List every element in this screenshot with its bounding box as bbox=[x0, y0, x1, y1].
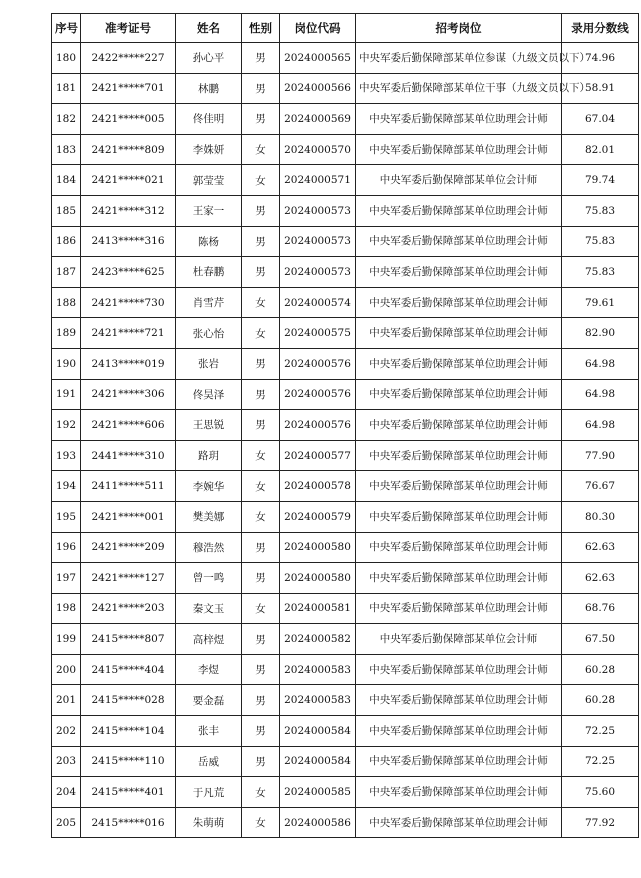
cell-gender: 女 bbox=[242, 593, 280, 624]
cell-name: 岳威 bbox=[176, 746, 242, 777]
cell-exam-id: 2421*****730 bbox=[81, 287, 176, 318]
cell-name: 曾一鸣 bbox=[176, 563, 242, 594]
cell-exam-id: 2441*****310 bbox=[81, 440, 176, 471]
table-row bbox=[52, 73, 639, 104]
cell-exam-id: 2421*****606 bbox=[81, 410, 176, 441]
cell-position: 中央军委后勤保障部某单位助理会计师 bbox=[356, 746, 562, 777]
table-row bbox=[52, 134, 639, 165]
cell-gender: 男 bbox=[242, 43, 280, 74]
cell-name: 陈杨 bbox=[176, 226, 242, 257]
cell-name: 李姝妍 bbox=[176, 134, 242, 165]
cell-score-line: 75.83 bbox=[562, 226, 639, 257]
cell-position: 中央军委后勤保障部某单位助理会计师 bbox=[356, 134, 562, 165]
cell-name: 穆浩然 bbox=[176, 532, 242, 563]
cell-seq: 183 bbox=[52, 134, 81, 165]
cell-position: 中央军委后勤保障部某单位助理会计师 bbox=[356, 318, 562, 349]
cell-position-code: 2024000582 bbox=[280, 624, 356, 655]
header-row bbox=[52, 14, 639, 43]
table-body bbox=[52, 43, 639, 838]
cell-score-line: 72.25 bbox=[562, 746, 639, 777]
cell-seq: 194 bbox=[52, 471, 81, 502]
cell-exam-id: 2421*****721 bbox=[81, 318, 176, 349]
cell-exam-id: 2415*****016 bbox=[81, 807, 176, 838]
cell-score-line: 79.74 bbox=[562, 165, 639, 196]
table-row bbox=[52, 532, 639, 563]
cell-position-code: 2024000580 bbox=[280, 563, 356, 594]
cell-position-code: 2024000569 bbox=[280, 104, 356, 135]
table-row bbox=[52, 195, 639, 226]
cell-name: 张心怡 bbox=[176, 318, 242, 349]
table-row bbox=[52, 104, 639, 135]
cell-position: 中央军委后勤保障部某单位助理会计师 bbox=[356, 563, 562, 594]
header-position: 招考岗位 bbox=[356, 14, 562, 43]
cell-name: 孙心平 bbox=[176, 43, 242, 74]
cell-name: 王思锐 bbox=[176, 410, 242, 441]
cell-seq: 188 bbox=[52, 287, 81, 318]
cell-gender: 男 bbox=[242, 73, 280, 104]
cell-gender: 女 bbox=[242, 471, 280, 502]
table-row bbox=[52, 716, 639, 747]
admission-score-table bbox=[51, 13, 639, 838]
table-row bbox=[52, 654, 639, 685]
table-row bbox=[52, 624, 639, 655]
cell-seq: 204 bbox=[52, 777, 81, 808]
cell-exam-id: 2421*****306 bbox=[81, 379, 176, 410]
cell-exam-id: 2421*****203 bbox=[81, 593, 176, 624]
table-header bbox=[52, 14, 639, 43]
table-row bbox=[52, 43, 639, 74]
cell-gender: 男 bbox=[242, 685, 280, 716]
cell-seq: 197 bbox=[52, 563, 81, 594]
header-seq: 序号 bbox=[52, 14, 81, 43]
cell-position: 中央军委后勤保障部某单位助理会计师 bbox=[356, 593, 562, 624]
cell-exam-id: 2421*****001 bbox=[81, 501, 176, 532]
cell-seq: 196 bbox=[52, 532, 81, 563]
cell-name: 高梓煜 bbox=[176, 624, 242, 655]
cell-gender: 女 bbox=[242, 440, 280, 471]
table-row bbox=[52, 165, 639, 196]
cell-position: 中央军委后勤保障部某单位干事（九级文员以下） bbox=[356, 73, 562, 104]
cell-exam-id: 2413*****019 bbox=[81, 348, 176, 379]
cell-score-line: 60.28 bbox=[562, 685, 639, 716]
cell-position: 中央军委后勤保障部某单位助理会计师 bbox=[356, 685, 562, 716]
cell-score-line: 79.61 bbox=[562, 287, 639, 318]
cell-seq: 200 bbox=[52, 654, 81, 685]
cell-position: 中央军委后勤保障部某单位参谋（九级文员以下） bbox=[356, 43, 562, 74]
cell-gender: 男 bbox=[242, 257, 280, 288]
cell-score-line: 62.63 bbox=[562, 532, 639, 563]
cell-exam-id: 2415*****401 bbox=[81, 777, 176, 808]
cell-exam-id: 2413*****316 bbox=[81, 226, 176, 257]
header-gender: 性别 bbox=[242, 14, 280, 43]
cell-gender: 女 bbox=[242, 134, 280, 165]
cell-seq: 198 bbox=[52, 593, 81, 624]
cell-name: 樊美娜 bbox=[176, 501, 242, 532]
cell-score-line: 77.92 bbox=[562, 807, 639, 838]
cell-name: 张岩 bbox=[176, 348, 242, 379]
cell-name: 郭莹莹 bbox=[176, 165, 242, 196]
cell-position-code: 2024000580 bbox=[280, 532, 356, 563]
table-row bbox=[52, 379, 639, 410]
header-exam-id: 准考证号 bbox=[81, 14, 176, 43]
cell-position-code: 2024000578 bbox=[280, 471, 356, 502]
cell-score-line: 62.63 bbox=[562, 563, 639, 594]
cell-name: 于凡荒 bbox=[176, 777, 242, 808]
cell-gender: 男 bbox=[242, 348, 280, 379]
cell-score-line: 67.50 bbox=[562, 624, 639, 655]
cell-score-line: 76.67 bbox=[562, 471, 639, 502]
table-row bbox=[52, 440, 639, 471]
cell-position-code: 2024000566 bbox=[280, 73, 356, 104]
cell-seq: 193 bbox=[52, 440, 81, 471]
cell-exam-id: 2411*****511 bbox=[81, 471, 176, 502]
cell-position: 中央军委后勤保障部某单位助理会计师 bbox=[356, 501, 562, 532]
cell-position-code: 2024000576 bbox=[280, 348, 356, 379]
cell-gender: 男 bbox=[242, 195, 280, 226]
table-row bbox=[52, 318, 639, 349]
cell-gender: 男 bbox=[242, 532, 280, 563]
header-position-code: 岗位代码 bbox=[280, 14, 356, 43]
table-row bbox=[52, 777, 639, 808]
cell-position-code: 2024000586 bbox=[280, 807, 356, 838]
cell-name: 路玥 bbox=[176, 440, 242, 471]
cell-score-line: 64.98 bbox=[562, 348, 639, 379]
table-row bbox=[52, 287, 639, 318]
cell-gender: 女 bbox=[242, 165, 280, 196]
cell-exam-id: 2421*****021 bbox=[81, 165, 176, 196]
cell-score-line: 64.98 bbox=[562, 379, 639, 410]
cell-position: 中央军委后勤保障部某单位会计师 bbox=[356, 165, 562, 196]
table-row bbox=[52, 593, 639, 624]
cell-gender: 男 bbox=[242, 624, 280, 655]
cell-seq: 195 bbox=[52, 501, 81, 532]
cell-position-code: 2024000573 bbox=[280, 226, 356, 257]
cell-gender: 男 bbox=[242, 410, 280, 441]
cell-exam-id: 2421*****809 bbox=[81, 134, 176, 165]
cell-name: 佟佳明 bbox=[176, 104, 242, 135]
cell-position: 中央军委后勤保障部某单位助理会计师 bbox=[356, 716, 562, 747]
cell-seq: 191 bbox=[52, 379, 81, 410]
cell-gender: 女 bbox=[242, 807, 280, 838]
cell-score-line: 75.83 bbox=[562, 257, 639, 288]
cell-position-code: 2024000577 bbox=[280, 440, 356, 471]
header-score-line: 录用分数线 bbox=[562, 14, 639, 43]
cell-position: 中央军委后勤保障部某单位助理会计师 bbox=[356, 440, 562, 471]
cell-seq: 186 bbox=[52, 226, 81, 257]
cell-score-line: 80.30 bbox=[562, 501, 639, 532]
cell-seq: 180 bbox=[52, 43, 81, 74]
cell-seq: 201 bbox=[52, 685, 81, 716]
cell-position: 中央军委后勤保障部某单位助理会计师 bbox=[356, 348, 562, 379]
cell-seq: 192 bbox=[52, 410, 81, 441]
cell-seq: 184 bbox=[52, 165, 81, 196]
cell-position: 中央军委后勤保障部某单位助理会计师 bbox=[356, 257, 562, 288]
cell-name: 林鹏 bbox=[176, 73, 242, 104]
cell-position: 中央军委后勤保障部某单位助理会计师 bbox=[356, 195, 562, 226]
cell-name: 朱萌萌 bbox=[176, 807, 242, 838]
cell-seq: 181 bbox=[52, 73, 81, 104]
cell-position: 中央军委后勤保障部某单位助理会计师 bbox=[356, 654, 562, 685]
cell-exam-id: 2421*****005 bbox=[81, 104, 176, 135]
cell-exam-id: 2415*****404 bbox=[81, 654, 176, 685]
cell-name: 肖雪芹 bbox=[176, 287, 242, 318]
cell-score-line: 68.76 bbox=[562, 593, 639, 624]
cell-gender: 男 bbox=[242, 104, 280, 135]
cell-position-code: 2024000575 bbox=[280, 318, 356, 349]
cell-score-line: 72.25 bbox=[562, 716, 639, 747]
cell-position-code: 2024000584 bbox=[280, 746, 356, 777]
cell-exam-id: 2415*****028 bbox=[81, 685, 176, 716]
cell-gender: 男 bbox=[242, 654, 280, 685]
cell-name: 佟昊泽 bbox=[176, 379, 242, 410]
table-row bbox=[52, 807, 639, 838]
cell-exam-id: 2421*****209 bbox=[81, 532, 176, 563]
cell-position: 中央军委后勤保障部某单位会计师 bbox=[356, 624, 562, 655]
cell-seq: 185 bbox=[52, 195, 81, 226]
table-row bbox=[52, 257, 639, 288]
cell-name: 李婉华 bbox=[176, 471, 242, 502]
cell-name: 秦文玉 bbox=[176, 593, 242, 624]
cell-score-line: 82.90 bbox=[562, 318, 639, 349]
cell-score-line: 64.98 bbox=[562, 410, 639, 441]
cell-position: 中央军委后勤保障部某单位助理会计师 bbox=[356, 379, 562, 410]
cell-seq: 187 bbox=[52, 257, 81, 288]
cell-score-line: 82.01 bbox=[562, 134, 639, 165]
cell-gender: 女 bbox=[242, 287, 280, 318]
cell-position-code: 2024000573 bbox=[280, 257, 356, 288]
cell-position: 中央军委后勤保障部某单位助理会计师 bbox=[356, 226, 562, 257]
cell-exam-id: 2422*****227 bbox=[81, 43, 176, 74]
table-row bbox=[52, 746, 639, 777]
cell-position: 中央军委后勤保障部某单位助理会计师 bbox=[356, 807, 562, 838]
cell-seq: 190 bbox=[52, 348, 81, 379]
cell-position-code: 2024000576 bbox=[280, 410, 356, 441]
cell-position: 中央军委后勤保障部某单位助理会计师 bbox=[356, 777, 562, 808]
cell-position: 中央军委后勤保障部某单位助理会计师 bbox=[356, 104, 562, 135]
cell-position-code: 2024000565 bbox=[280, 43, 356, 74]
cell-position-code: 2024000570 bbox=[280, 134, 356, 165]
cell-gender: 男 bbox=[242, 379, 280, 410]
cell-score-line: 75.83 bbox=[562, 195, 639, 226]
cell-exam-id: 2415*****110 bbox=[81, 746, 176, 777]
cell-score-line: 67.04 bbox=[562, 104, 639, 135]
cell-name: 杜春鹏 bbox=[176, 257, 242, 288]
cell-score-line: 74.96 bbox=[562, 43, 639, 74]
cell-position: 中央军委后勤保障部某单位助理会计师 bbox=[356, 410, 562, 441]
cell-position-code: 2024000576 bbox=[280, 379, 356, 410]
cell-name: 李煜 bbox=[176, 654, 242, 685]
cell-name: 王家一 bbox=[176, 195, 242, 226]
cell-position-code: 2024000573 bbox=[280, 195, 356, 226]
table-row bbox=[52, 501, 639, 532]
cell-position: 中央军委后勤保障部某单位助理会计师 bbox=[356, 287, 562, 318]
cell-seq: 202 bbox=[52, 716, 81, 747]
cell-position-code: 2024000583 bbox=[280, 654, 356, 685]
cell-exam-id: 2421*****312 bbox=[81, 195, 176, 226]
cell-gender: 男 bbox=[242, 716, 280, 747]
cell-exam-id: 2423*****625 bbox=[81, 257, 176, 288]
cell-name: 要金磊 bbox=[176, 685, 242, 716]
cell-gender: 女 bbox=[242, 501, 280, 532]
table-row bbox=[52, 563, 639, 594]
cell-seq: 205 bbox=[52, 807, 81, 838]
cell-exam-id: 2421*****701 bbox=[81, 73, 176, 104]
header-name: 姓名 bbox=[176, 14, 242, 43]
cell-gender: 男 bbox=[242, 563, 280, 594]
cell-name: 张丰 bbox=[176, 716, 242, 747]
table-row bbox=[52, 471, 639, 502]
cell-score-line: 75.60 bbox=[562, 777, 639, 808]
cell-exam-id: 2415*****807 bbox=[81, 624, 176, 655]
cell-position-code: 2024000571 bbox=[280, 165, 356, 196]
cell-position-code: 2024000585 bbox=[280, 777, 356, 808]
cell-score-line: 58.91 bbox=[562, 73, 639, 104]
cell-position-code: 2024000583 bbox=[280, 685, 356, 716]
cell-position: 中央军委后勤保障部某单位助理会计师 bbox=[356, 532, 562, 563]
cell-score-line: 60.28 bbox=[562, 654, 639, 685]
cell-position-code: 2024000584 bbox=[280, 716, 356, 747]
cell-gender: 女 bbox=[242, 318, 280, 349]
table-row bbox=[52, 226, 639, 257]
cell-exam-id: 2421*****127 bbox=[81, 563, 176, 594]
table-row bbox=[52, 685, 639, 716]
cell-seq: 199 bbox=[52, 624, 81, 655]
cell-seq: 189 bbox=[52, 318, 81, 349]
cell-score-line: 77.90 bbox=[562, 440, 639, 471]
cell-position-code: 2024000579 bbox=[280, 501, 356, 532]
cell-position: 中央军委后勤保障部某单位助理会计师 bbox=[356, 471, 562, 502]
cell-position-code: 2024000574 bbox=[280, 287, 356, 318]
cell-position-code: 2024000581 bbox=[280, 593, 356, 624]
cell-gender: 男 bbox=[242, 226, 280, 257]
cell-gender: 女 bbox=[242, 777, 280, 808]
cell-seq: 182 bbox=[52, 104, 81, 135]
cell-seq: 203 bbox=[52, 746, 81, 777]
cell-exam-id: 2415*****104 bbox=[81, 716, 176, 747]
table-row bbox=[52, 348, 639, 379]
cell-gender: 男 bbox=[242, 746, 280, 777]
table-row bbox=[52, 410, 639, 441]
